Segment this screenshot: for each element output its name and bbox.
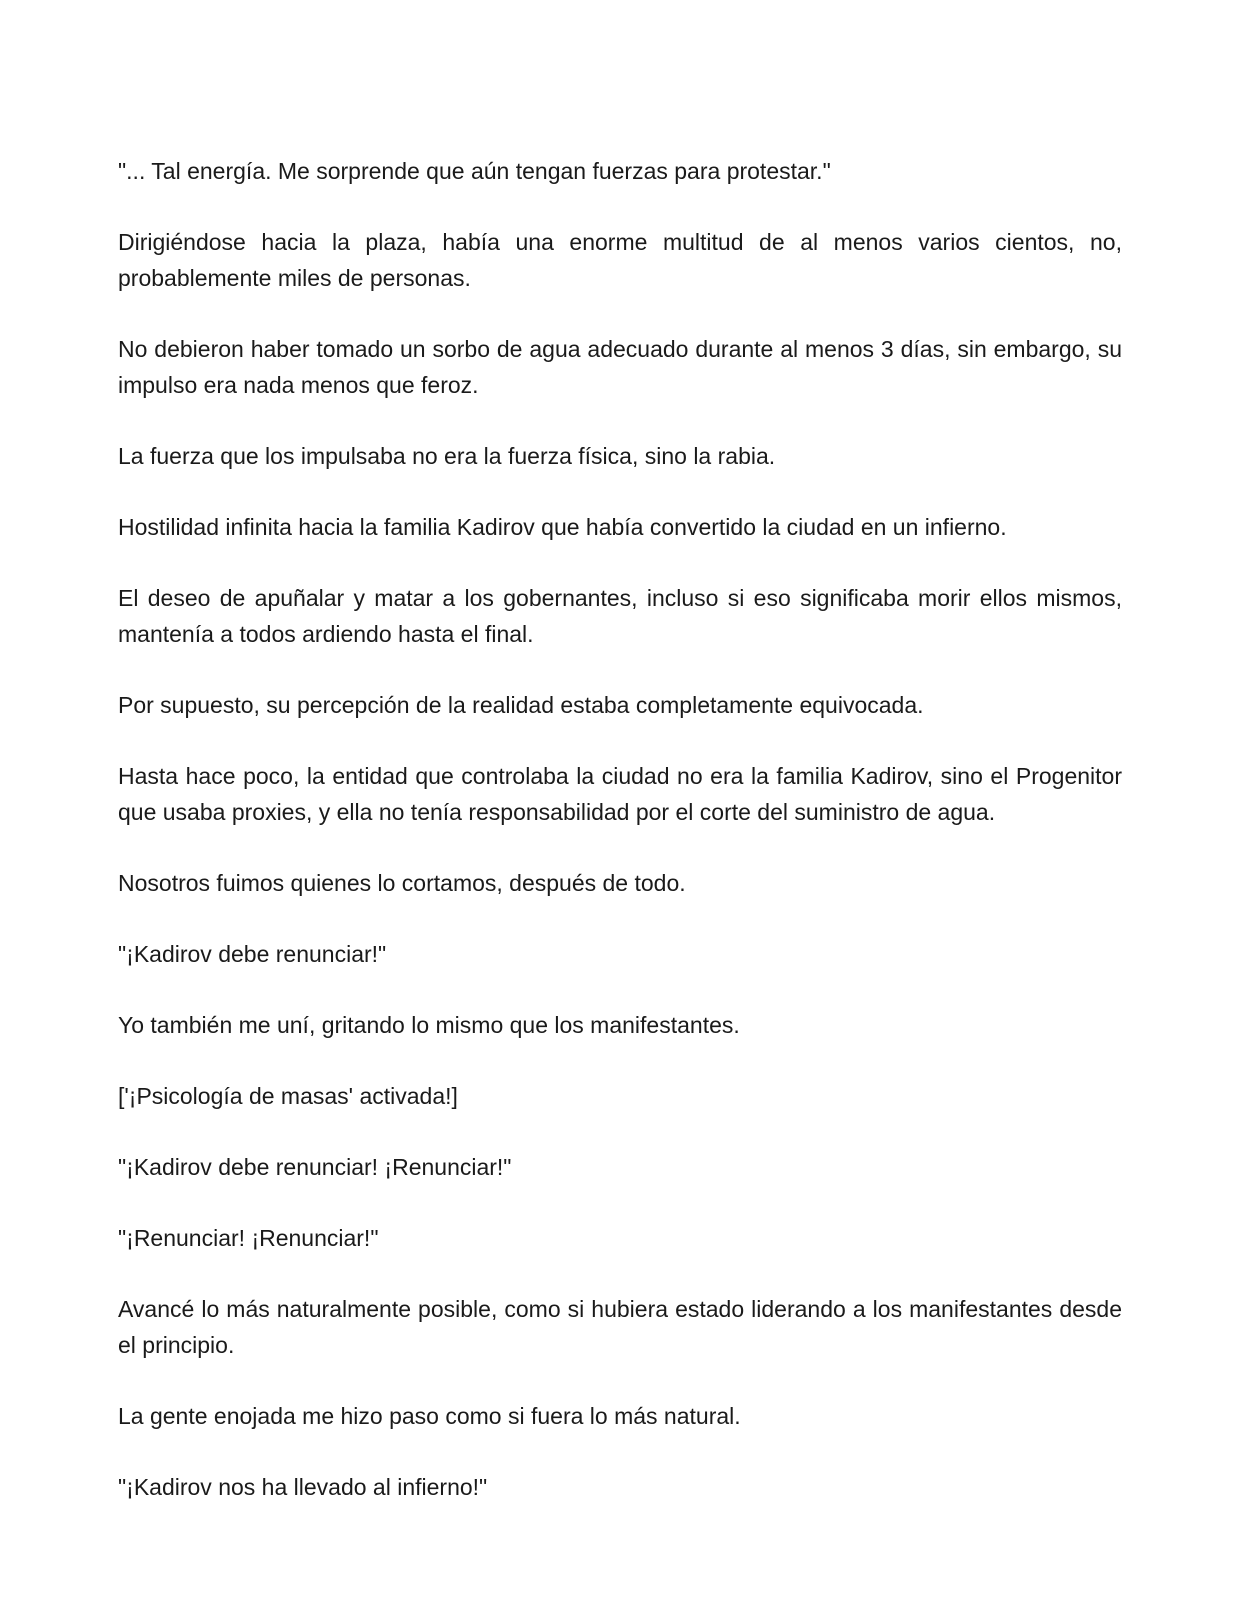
paragraph: La gente enojada me hizo paso como si fuera lo más natural.: [118, 1403, 741, 1429]
paragraph: No debieron haber tomado un sorbo de agua adecuado durante al menos 3 días, sin embargo, su impulso era nada menos que feroz.: [118, 336, 1122, 398]
paragraph: "¡Kadirov debe renunciar! ¡Renunciar!": [118, 1154, 512, 1180]
paragraph: El deseo de apuñalar y matar a los gobernantes, incluso si eso significaba morir ellos mismos, mantenía a todos ardiendo hasta el final.: [118, 585, 1122, 647]
paragraph: Por supuesto, su percepción de la realidad estaba completamente equivocada.: [118, 692, 924, 718]
paragraph: Dirigiéndose hacia la plaza, había una enorme multitud de al menos varios cientos, no, probablemente miles de personas.: [118, 229, 1122, 291]
paragraph: "... Tal energía. Me sorprende que aún tengan fuerzas para protestar.": [118, 158, 831, 184]
paragraph: La fuerza que los impulsaba no era la fuerza física, sino la rabia.: [118, 443, 776, 469]
paragraph: Nosotros fuimos quienes lo cortamos, después de todo.: [118, 870, 686, 896]
paragraph: "¡Kadirov nos ha llevado al infierno!": [118, 1474, 488, 1500]
paragraph: Hostilidad infinita hacia la familia Kadirov que había convertido la ciudad en un infierno.: [118, 514, 1007, 540]
text-body: [118, 153, 1122, 1540]
paragraph: Yo también me uní, gritando lo mismo que los manifestantes.: [118, 1012, 740, 1038]
paragraph: ['¡Psicología de masas' activada!]: [118, 1083, 458, 1109]
paragraph: Hasta hace poco, la entidad que controlaba la ciudad no era la familia Kadirov, sino el Progenitor que usaba proxies, y ella no tenía responsabilidad por el corte del suministro de agua.: [118, 763, 1122, 825]
paragraph: "¡Renunciar! ¡Renunciar!": [118, 1225, 379, 1251]
paragraph: Avancé lo más naturalmente posible, como si hubiera estado liderando a los manifestantes desde el principio.: [118, 1296, 1122, 1358]
paragraph: "¡Kadirov debe renunciar!": [118, 941, 387, 967]
